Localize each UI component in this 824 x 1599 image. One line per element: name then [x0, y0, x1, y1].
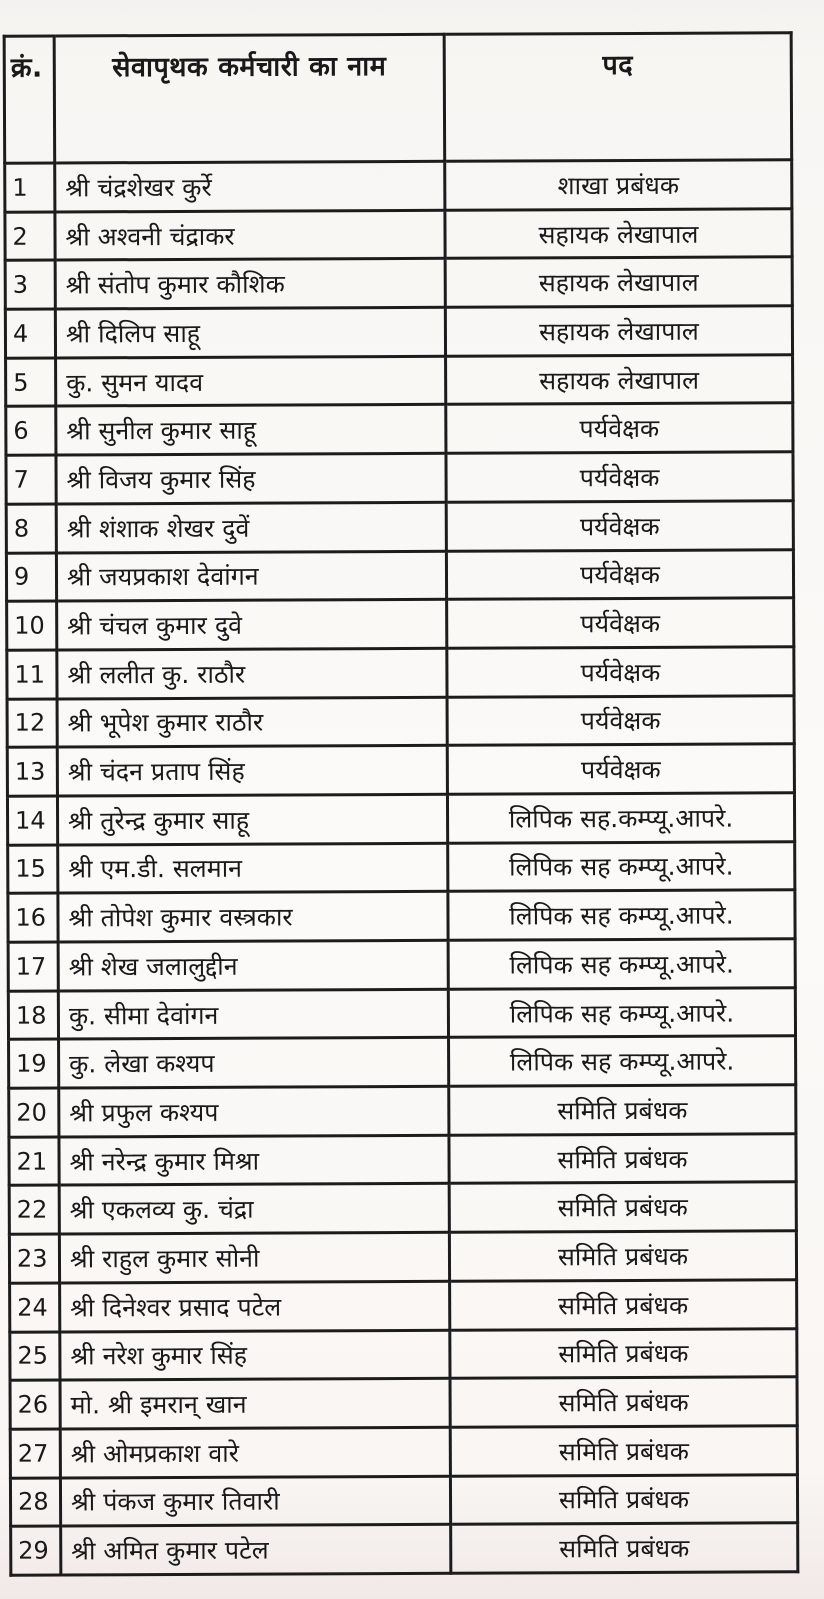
- row-post: सहायक लेखापाल: [445, 306, 792, 356]
- row-name: श्री तोपेश कुमार वस्त्रकार: [58, 892, 448, 942]
- table-row: [8, 841, 795, 893]
- row-serial: 12: [7, 699, 57, 748]
- row-serial: 24: [10, 1283, 60, 1332]
- table-row: [9, 1182, 796, 1234]
- table-row: [8, 890, 795, 942]
- row-serial: 5: [6, 358, 56, 407]
- row-name: श्री राहुल कुमार सोनी: [59, 1232, 449, 1282]
- table-row: [6, 355, 793, 407]
- table-row: [6, 452, 793, 504]
- table-row: [8, 939, 795, 991]
- row-serial: 7: [6, 455, 56, 504]
- row-name: श्री संतोप कुमार कौशिक: [55, 259, 445, 309]
- table-row: [5, 160, 792, 212]
- row-serial: 16: [8, 893, 58, 942]
- row-post: समिति प्रबंधक: [451, 1523, 798, 1573]
- row-post: समिति प्रबंधक: [450, 1328, 797, 1378]
- row-post: लिपिक सह कम्प्यू.आपरे.: [448, 987, 795, 1037]
- table-header: [4, 33, 792, 163]
- table-row: [10, 1426, 797, 1478]
- row-name: कु. सीमा देवांगन: [58, 989, 448, 1039]
- row-post: सहायक लेखापाल: [445, 208, 792, 258]
- row-name: श्री अश्वनी चंद्राकर: [55, 210, 445, 260]
- row-post: समिति प्रबंधक: [449, 1231, 796, 1281]
- row-serial: 14: [7, 796, 57, 845]
- row-post: सहायक लेखापाल: [446, 355, 793, 405]
- row-post: पर्यवेक्षक: [446, 403, 793, 453]
- row-post: लिपिक सह कम्प्यू.आपरे.: [449, 1036, 796, 1086]
- row-name: श्री अमित कुमार पटेल: [61, 1525, 451, 1575]
- table-row: [6, 501, 793, 553]
- row-post: लिपिक सह कम्प्यू.आपरे.: [448, 890, 795, 940]
- row-name: कु. लेखा कश्यप: [59, 1038, 449, 1088]
- row-name: श्री नरेन्द्र कुमार मिश्रा: [59, 1135, 449, 1185]
- table-row: [7, 647, 794, 699]
- row-post: सहायक लेखापाल: [445, 257, 792, 307]
- table-body: [5, 160, 798, 1575]
- row-post: पर्यवेक्षक: [446, 501, 793, 551]
- employee-table: [3, 31, 800, 1576]
- table-row: [9, 1036, 796, 1088]
- row-post: समिति प्रबंधक: [449, 1182, 796, 1232]
- row-serial: 18: [8, 991, 58, 1040]
- table-row: [10, 1474, 797, 1526]
- table-row: [7, 598, 794, 650]
- table-row: [7, 695, 794, 747]
- row-post: समिति प्रबंधक: [450, 1377, 797, 1427]
- header-row: [4, 33, 792, 163]
- row-name: श्री नरेश कुमार सिंह: [60, 1330, 450, 1380]
- row-serial: 23: [9, 1234, 59, 1283]
- table-row: [10, 1280, 797, 1332]
- row-post: पर्यवेक्षक: [447, 598, 794, 648]
- row-serial: 21: [9, 1137, 59, 1186]
- row-name: श्री प्रफुल कश्यप: [59, 1086, 449, 1136]
- header-serial: क्रं.: [4, 36, 55, 163]
- table-row: [11, 1523, 798, 1575]
- row-serial: 17: [8, 942, 58, 991]
- row-post: लिपिक सह कम्प्यू.आपरे.: [448, 841, 795, 891]
- table-row: [9, 1231, 796, 1283]
- row-serial: 10: [7, 601, 57, 650]
- header-post: पद: [444, 33, 792, 162]
- row-post: समिति प्रबंधक: [449, 1134, 796, 1184]
- row-name: श्री पंकज कुमार तिवारी: [60, 1476, 450, 1526]
- row-name: श्री एकलव्य कु. चंद्रा: [59, 1184, 449, 1234]
- row-name: कु. सुमन यादव: [56, 356, 446, 406]
- table-row: [7, 793, 794, 845]
- row-name: श्री ललीत कु. राठौर: [57, 648, 447, 698]
- row-serial: 11: [7, 650, 57, 699]
- row-name: श्री चंद्रशेखर कुर्रे: [55, 161, 445, 211]
- row-post: पर्यवेक्षक: [447, 647, 794, 697]
- row-serial: 28: [10, 1478, 60, 1527]
- row-serial: 29: [11, 1526, 61, 1575]
- row-name: श्री चंचल कुमार दुवे: [57, 599, 447, 649]
- row-name: श्री सुनील कुमार साहू: [56, 405, 446, 455]
- row-serial: 27: [10, 1429, 60, 1478]
- row-serial: 13: [7, 747, 57, 796]
- table-row: [9, 1085, 796, 1137]
- row-name: श्री एम.डी. सलमान: [58, 843, 448, 893]
- table-row: [8, 987, 795, 1039]
- row-post: समिति प्रबंधक: [450, 1474, 797, 1524]
- table-row: [5, 257, 792, 309]
- row-serial: 19: [9, 1039, 59, 1088]
- row-serial: 6: [6, 406, 56, 455]
- row-post: शाखा प्रबंधक: [445, 160, 792, 210]
- row-serial: 20: [9, 1088, 59, 1137]
- row-name: श्री तुरेन्द्र कुमार साहू: [57, 794, 447, 844]
- table-row: [10, 1328, 797, 1380]
- row-serial: 26: [10, 1380, 60, 1429]
- row-post: पर्यवेक्षक: [446, 452, 793, 502]
- row-name: श्री जयप्रकाश देवांगन: [56, 551, 446, 601]
- row-post: पर्यवेक्षक: [447, 695, 794, 745]
- row-serial: 9: [6, 553, 56, 602]
- table-row: [10, 1377, 797, 1429]
- header-employee-name: सेवापृथक कर्मचारी का नाम: [54, 34, 445, 163]
- row-name: श्री ओमप्रकाश वारे: [60, 1427, 450, 1477]
- row-name: श्री चंदन प्रताप सिंह: [57, 746, 447, 796]
- row-post: लिपिक सह कम्प्यू.आपरे.: [448, 939, 795, 989]
- table-row: [6, 403, 793, 455]
- row-serial: 25: [10, 1331, 60, 1380]
- row-name: श्री भूपेश कुमार राठौर: [57, 697, 447, 747]
- row-serial: 8: [6, 504, 56, 553]
- table-row: [7, 744, 794, 796]
- row-post: समिति प्रबंधक: [449, 1085, 796, 1135]
- row-name: श्री दिलिप साहू: [55, 307, 445, 357]
- row-serial: 1: [5, 163, 55, 212]
- row-name: श्री दिनेश्वर प्रसाद पटेल: [60, 1281, 450, 1331]
- table-row: [5, 306, 792, 358]
- row-post: समिति प्रबंधक: [450, 1426, 797, 1476]
- row-name: श्री शंशाक शेखर दुवें: [56, 502, 446, 552]
- row-name: श्री विजय कुमार सिंह: [56, 453, 446, 503]
- row-serial: 22: [9, 1185, 59, 1234]
- row-serial: 2: [5, 212, 55, 261]
- row-post: लिपिक सह.कम्प्यू.आपरे.: [447, 793, 794, 843]
- row-post: पर्यवेक्षक: [447, 744, 794, 794]
- row-name: मो. श्री इमरान् खान: [60, 1378, 450, 1428]
- row-serial: 15: [8, 845, 58, 894]
- row-post: पर्यवेक्षक: [446, 549, 793, 599]
- table-row: [9, 1134, 796, 1186]
- row-serial: 3: [5, 260, 55, 309]
- table-row: [5, 208, 792, 260]
- row-serial: 4: [5, 309, 55, 358]
- row-post: समिति प्रबंधक: [450, 1280, 797, 1330]
- row-name: श्री शेख जलालुद्दीन: [58, 940, 448, 990]
- table-row: [6, 549, 793, 601]
